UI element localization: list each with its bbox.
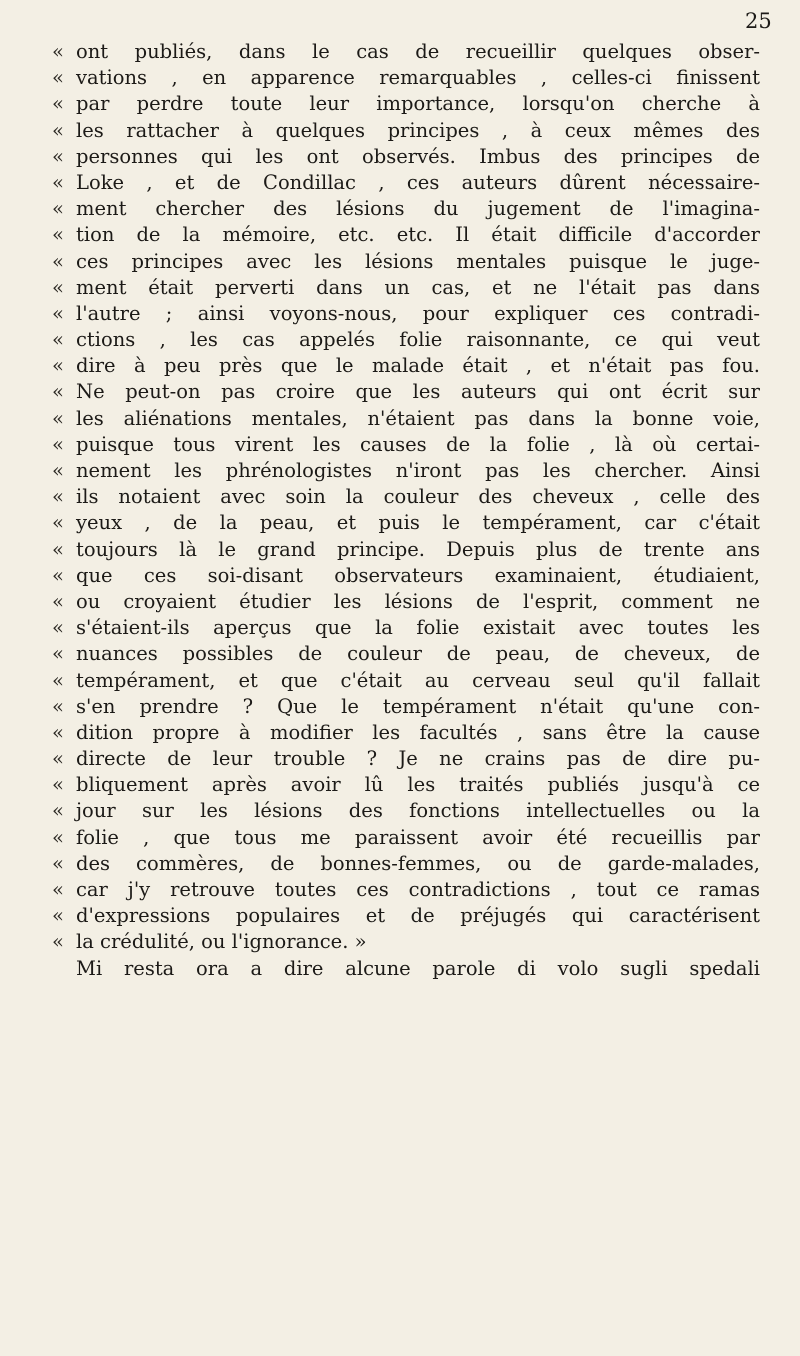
text-line bbox=[52, 275, 764, 301]
line-text: que ces soi-disant observateurs examinaient, étudiaient, bbox=[76, 563, 760, 587]
line-text: Ne peut-on pas croire que les auteurs qui ont écrit sur bbox=[76, 380, 760, 404]
guillemet-mark: « bbox=[52, 275, 64, 299]
text-line bbox=[52, 170, 764, 196]
guillemet-mark: « bbox=[52, 747, 64, 771]
text-line bbox=[52, 798, 764, 824]
line-text: car j'y retrouve toutes ces contradictions , tout ce ramas bbox=[76, 878, 760, 901]
guillemet-mark: « bbox=[52, 354, 64, 378]
guillemet-mark: « bbox=[52, 66, 64, 90]
line-text: ment chercher des lésions du jugement de l'imagina- bbox=[76, 197, 760, 221]
line-text: d'expressions populaires et de préjugés qui caractérisent bbox=[76, 904, 760, 928]
text-line bbox=[52, 851, 764, 877]
text-line bbox=[52, 432, 764, 458]
text-line bbox=[52, 537, 764, 563]
guillemet-mark: « bbox=[52, 589, 64, 613]
guillemet-mark: « bbox=[52, 878, 64, 901]
line-text: directe de leur trouble ? Je ne crains pas de dire pu- bbox=[76, 747, 760, 771]
page-number: 25 bbox=[745, 9, 772, 33]
line-text: folie , que tous me paraissent avoir été recueillis par bbox=[76, 825, 760, 849]
line-text: des commères, de bonnes-femmes, ou de garde-malades, bbox=[76, 851, 760, 875]
text-line bbox=[52, 668, 764, 694]
text-line bbox=[52, 746, 764, 772]
text-line bbox=[52, 929, 764, 955]
line-text: l'autre ; ainsi voyons-nous, pour expliquer ces contradi- bbox=[76, 301, 760, 325]
guillemet-mark: « bbox=[52, 694, 64, 718]
guillemet-mark: « bbox=[52, 40, 64, 63]
text-line bbox=[52, 301, 764, 327]
text-line bbox=[52, 458, 764, 484]
guillemet-mark: « bbox=[52, 459, 64, 482]
guillemet-mark: « bbox=[52, 249, 64, 273]
line-text: s'en prendre ? Que le tempérament n'était qu'une con- bbox=[76, 694, 760, 718]
line-text: nuances possibles de couleur de peau, de cheveux, de bbox=[76, 642, 760, 666]
text-line bbox=[52, 144, 764, 170]
line-text: personnes qui les ont observés. Imbus des principes de bbox=[76, 144, 760, 168]
text-line bbox=[52, 563, 764, 589]
line-text: ctions , les cas appelés folie raisonnante, ce qui veut bbox=[76, 328, 760, 352]
guillemet-mark: « bbox=[52, 197, 64, 221]
guillemet-mark: « bbox=[52, 118, 64, 142]
line-text: Mi resta ora a dire alcune parole di volo sugli spedali bbox=[76, 956, 760, 980]
text-line bbox=[52, 615, 764, 641]
line-text: nement les phrénologistes n'iront pas les chercher. Ainsi bbox=[76, 459, 760, 482]
guillemet-mark: « bbox=[52, 380, 64, 404]
guillemet-mark: « bbox=[52, 144, 64, 168]
text-line bbox=[52, 249, 764, 275]
text-line bbox=[52, 353, 764, 379]
guillemet-mark: « bbox=[52, 406, 64, 430]
text-line bbox=[52, 510, 764, 536]
text-line bbox=[52, 484, 764, 510]
line-text: la crédulité, ou l'ignorance. » bbox=[76, 930, 367, 954]
line-text: Loke , et de Condillac , ces auteurs dûrent nécessaire- bbox=[76, 170, 760, 194]
line-text: ou croyaient étudier les lésions de l'esprit, comment ne bbox=[76, 589, 760, 613]
guillemet-mark: « bbox=[52, 537, 64, 561]
guillemet-mark: « bbox=[52, 904, 64, 928]
guillemet-mark: « bbox=[52, 485, 64, 509]
guillemet-mark: « bbox=[52, 170, 64, 194]
guillemet-mark: « bbox=[52, 825, 64, 849]
line-text: jour sur les lésions des fonctions intellectuelles ou la bbox=[76, 799, 760, 823]
guillemet-mark: « bbox=[52, 616, 64, 640]
line-text: toujours là le grand principe. Depuis plus de trente ans bbox=[76, 537, 760, 561]
guillemet-mark: « bbox=[52, 799, 64, 823]
line-text: dition propre à modifier les facultés , sans être la cause bbox=[76, 720, 760, 744]
text-line bbox=[52, 196, 764, 222]
guillemet-mark: « bbox=[52, 563, 64, 587]
text-line bbox=[52, 65, 764, 91]
guillemet-mark: « bbox=[52, 642, 64, 666]
text-line bbox=[52, 222, 764, 248]
line-text: s'étaient-ils aperçus que la folie existait avec toutes les bbox=[76, 616, 760, 640]
text-line bbox=[52, 118, 764, 144]
line-text: les aliénations mentales, n'étaient pas dans la bonne voie, bbox=[76, 406, 760, 430]
text-line bbox=[52, 720, 764, 746]
text-line bbox=[52, 406, 764, 432]
line-text: ils notaient avec soin la couleur des cheveux , celle des bbox=[76, 485, 760, 509]
guillemet-mark: « bbox=[52, 851, 64, 875]
guillemet-mark: « bbox=[52, 432, 64, 456]
line-text: bliquement après avoir lû les traités publiés jusqu'à ce bbox=[76, 773, 760, 797]
line-text: par perdre toute leur importance, lorsqu'on cherche à bbox=[76, 92, 760, 116]
text-line bbox=[52, 39, 764, 65]
line-text: ces principes avec les lésions mentales puisque le juge- bbox=[76, 249, 760, 273]
line-text: vations , en apparence remarquables , celles-ci finissent bbox=[76, 66, 760, 90]
text-line bbox=[52, 772, 764, 798]
text-line bbox=[52, 877, 764, 903]
text-line bbox=[52, 694, 764, 720]
guillemet-mark: « bbox=[52, 773, 64, 797]
line-text: tion de la mémoire, etc. etc. Il était difficile d'accorder bbox=[76, 223, 760, 247]
text-line bbox=[52, 641, 764, 667]
line-text: puisque tous virent les causes de la folie , là où certai- bbox=[76, 432, 760, 456]
text-line bbox=[52, 903, 764, 929]
guillemet-mark: « bbox=[52, 328, 64, 352]
guillemet-mark: « bbox=[52, 301, 64, 325]
line-text: yeux , de la peau, et puis le tempérament, car c'était bbox=[76, 511, 760, 535]
guillemet-mark: « bbox=[52, 223, 64, 247]
text-line bbox=[52, 589, 764, 615]
guillemet-mark: « bbox=[52, 511, 64, 535]
line-text: les rattacher à quelques principes , à ceux mêmes des bbox=[76, 118, 760, 142]
text-line bbox=[52, 327, 764, 353]
line-text: tempérament, et que c'était au cerveau seul qu'il fallait bbox=[76, 668, 760, 692]
line-text: ment était perverti dans un cas, et ne l'était pas dans bbox=[76, 275, 760, 299]
guillemet-mark: « bbox=[52, 668, 64, 692]
body-text bbox=[52, 39, 764, 982]
text-line bbox=[52, 379, 764, 405]
guillemet-mark: « bbox=[52, 92, 64, 116]
line-text: dire à peu près que le malade était , et n'était pas fou. bbox=[76, 354, 760, 378]
text-line bbox=[52, 91, 764, 117]
line-text: ont publiés, dans le cas de recueillir quelques obser- bbox=[76, 40, 760, 63]
text-line bbox=[52, 825, 764, 851]
guillemet-mark: « bbox=[52, 720, 64, 744]
guillemet-mark: « bbox=[52, 930, 64, 954]
text-line-final bbox=[52, 956, 764, 982]
